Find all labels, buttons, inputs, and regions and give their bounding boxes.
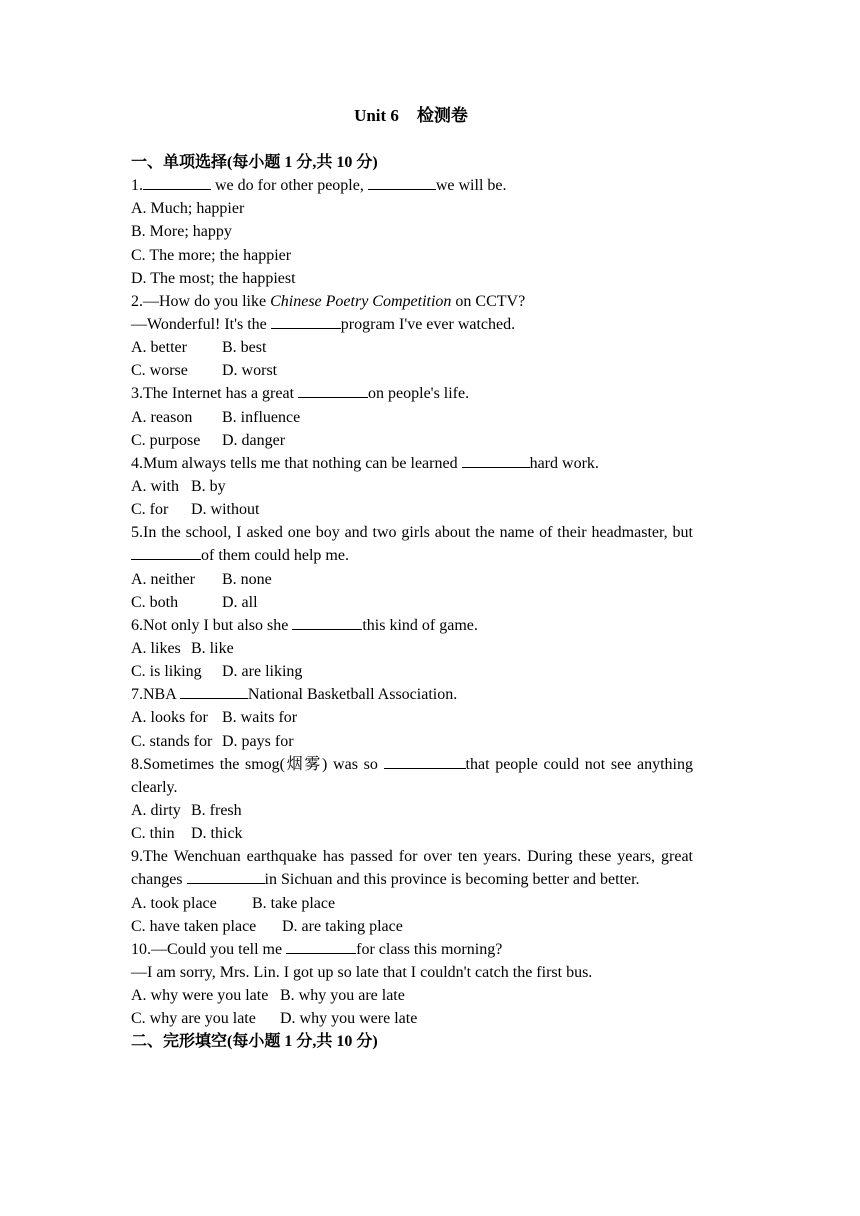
options-cd: C. both D. all <box>131 593 258 611</box>
section-heading-1: 一、单项选择(每小题 1 分,共 10 分) <box>131 154 378 171</box>
question-9: 9.The Wenchuan earthquake has passed for over ten years. During these years, great changes in Sichuan and this province is becoming better and better. <box>131 848 693 889</box>
options-ab: A. neither B. none <box>131 570 272 588</box>
answer-blank <box>292 615 362 630</box>
option-b: B. More; happy <box>131 223 232 241</box>
question-3: 3.The Internet has a great on people's life. <box>131 385 470 403</box>
title-name: 检测卷 <box>416 106 468 125</box>
options-cd: C. for D. without <box>131 501 260 519</box>
answer-blank <box>143 175 211 190</box>
question-10-reply: —I am sorry, Mrs. Lin. I got up so late that I couldn't catch the first bus. <box>131 964 593 982</box>
answer-blank <box>462 453 530 468</box>
question-7: 7.NBA National Basketball Association. <box>131 686 458 704</box>
answer-blank <box>131 545 201 560</box>
option-d: D. The most; the happiest <box>131 269 296 287</box>
options-cd: C. have taken place D. are taking place <box>131 917 403 935</box>
answer-blank <box>180 684 248 699</box>
question-1: 1. we do for other people, we will be. <box>131 177 507 195</box>
options-cd: C. is liking D. are liking <box>131 663 303 681</box>
options-cd: C. why are you late D. why you were late <box>131 1010 418 1028</box>
answer-blank <box>384 754 466 769</box>
options-ab: A. reason B. influence <box>131 408 301 426</box>
options-ab: A. why were you late B. why you are late <box>131 987 405 1005</box>
question-2: 2.—How do you like Chinese Poetry Competition on CCTV? <box>131 292 526 310</box>
question-6: 6.Not only I but also she this kind of game. <box>131 616 478 634</box>
options-ab: A. dirty B. fresh <box>131 802 242 819</box>
answer-blank <box>298 383 368 398</box>
answer-blank <box>187 869 265 884</box>
options-cd: C. thin D. thick <box>131 825 243 843</box>
options-cd: C. stands for D. pays for <box>131 732 294 750</box>
question-10: 10.—Could you tell me for class this morning? <box>131 940 503 958</box>
option-a: A. Much; happier <box>131 200 245 218</box>
options-ab: A. likes B. like <box>131 639 234 657</box>
section-heading-2: 二、完形填空(每小题 1 分,共 10 分) <box>131 1033 378 1051</box>
page-title <box>0 104 822 128</box>
options-ab: A. took place B. take place <box>131 894 336 912</box>
question-2-reply: —Wonderful! It's the program I've ever watched. <box>131 315 516 333</box>
options-cd: C. worse D. worst <box>131 362 278 380</box>
question-4: 4.Mum always tells me that nothing can be learned hard work. <box>131 454 599 472</box>
title-unit: Unit 6 <box>354 106 399 125</box>
answer-blank <box>271 314 341 329</box>
options-ab: A. with B. by <box>131 477 226 495</box>
question-5: 5.In the school, I asked one boy and two girls about the name of their headmaster, but of them could help me. <box>131 524 693 565</box>
answer-blank <box>368 175 436 190</box>
option-c: C. The more; the happier <box>131 246 292 264</box>
options-ab: A. better B. best <box>131 339 267 357</box>
options-ab: A. looks for B. waits for <box>131 709 298 727</box>
options-cd: C. purpose D. danger <box>131 431 286 449</box>
answer-blank <box>286 939 356 954</box>
question-8: 8.Sometimes the smog(烟雾) was so that people could not see anything clearly. <box>131 755 693 796</box>
exam-content <box>131 151 693 1054</box>
